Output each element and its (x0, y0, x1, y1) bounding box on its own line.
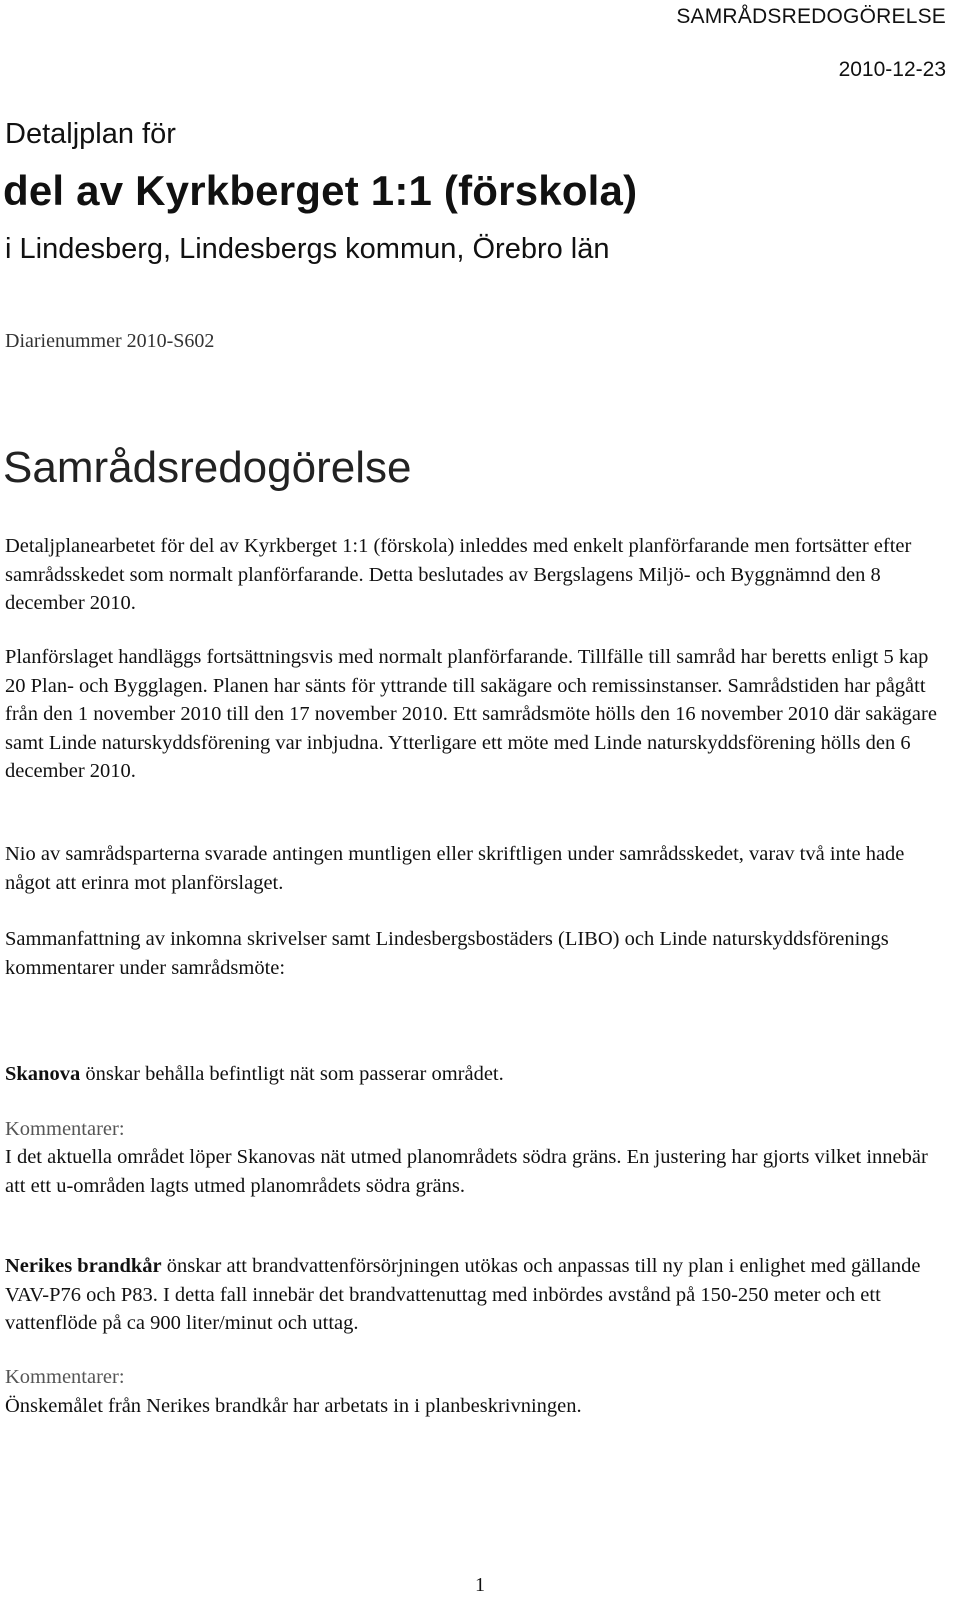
comment-text: I det aktuella området löper Skanovas nät utmed planområdets södra gräns. En justering har gjorts vilket innebär att ett u-områden lagts utmed planområdets södra gräns. (5, 1146, 928, 1197)
plan-prefix: Detaljplan för (5, 118, 176, 150)
comment-text: Önskemålet från Nerikes brandkår har arbetats in i planbeskrivningen. (5, 1395, 582, 1417)
document-date: 2010-12-23 (838, 58, 946, 81)
intro-paragraph: Detaljplanearbetet för del av Kyrkberget 1:1 (förskola) inleddes med enkelt planförfarande men fortsätter efter samrådsskedet som normalt planförfarande. Detta beslutades av Bergslagens Miljö- och Byggnämnd den 8 december 2010. (5, 535, 912, 615)
submission-party: Nerikes brandkår (5, 1255, 162, 1277)
plan-location: i Lindesberg, Lindesbergs kommun, Örebro län (5, 233, 610, 265)
submission-text: önskar behålla befintligt nät som passerar området. (80, 1063, 504, 1085)
procedure-paragraph: Planförslaget handläggs fortsättningsvis med normalt planförfarande. Tillfälle till samråd har beretts enligt 5 kap 20 Plan- och Bygglagen. Planen har sänts för yttrande till sakägare och remissinstanser. Samrådstiden har pågått från den 1 november 2010 till den 17 november 2010. Ett samrådsmöte hölls den 16 november 2010 där sakägare samt Linde naturskyddsförening var inbjudna. Ytterligare ett möte med Linde naturskyddsförening hölls den 6 december 2010. (5, 646, 937, 783)
plan-title: del av Kyrkberget 1:1 (förskola) (3, 167, 638, 214)
submission-text: önskar att brandvattenförsörjningen utökas och anpassas till ny plan i enlighet med gällande VAV-P76 och P83. I detta fall innebär det brandvattenuttag med inbördes avstånd på 150-250 meter och ett vattenflöde på ca 900 liter/minut och uttag. (5, 1255, 921, 1335)
submission-party: Skanova (5, 1063, 81, 1085)
comment-label: Kommentarer: (5, 1118, 125, 1140)
comment-label: Kommentarer: (5, 1366, 125, 1388)
section-title: Samrådsredogörelse (3, 443, 412, 492)
submission-skanova (5, 1060, 940, 1089)
page-number: 1 (475, 1574, 485, 1596)
submission-nerikes-brandkar (5, 1252, 940, 1338)
responses-paragraph: Nio av samrådsparterna svarade antingen muntligen eller skriftligen under samrådsskedet, varav två inte hade något att erinra mot planförslaget. (5, 843, 905, 894)
summary-intro-paragraph: Sammanfattning av inkomna skrivelser samt Lindesbergsbostäders (LIBO) och Linde naturskyddsförenings kommentarer under samrådsmöte: (5, 928, 889, 979)
document-type-header: SAMRÅDSREDOGÖRELSE (676, 5, 946, 28)
diarienummer: Diarienummer 2010-S602 (5, 330, 215, 352)
